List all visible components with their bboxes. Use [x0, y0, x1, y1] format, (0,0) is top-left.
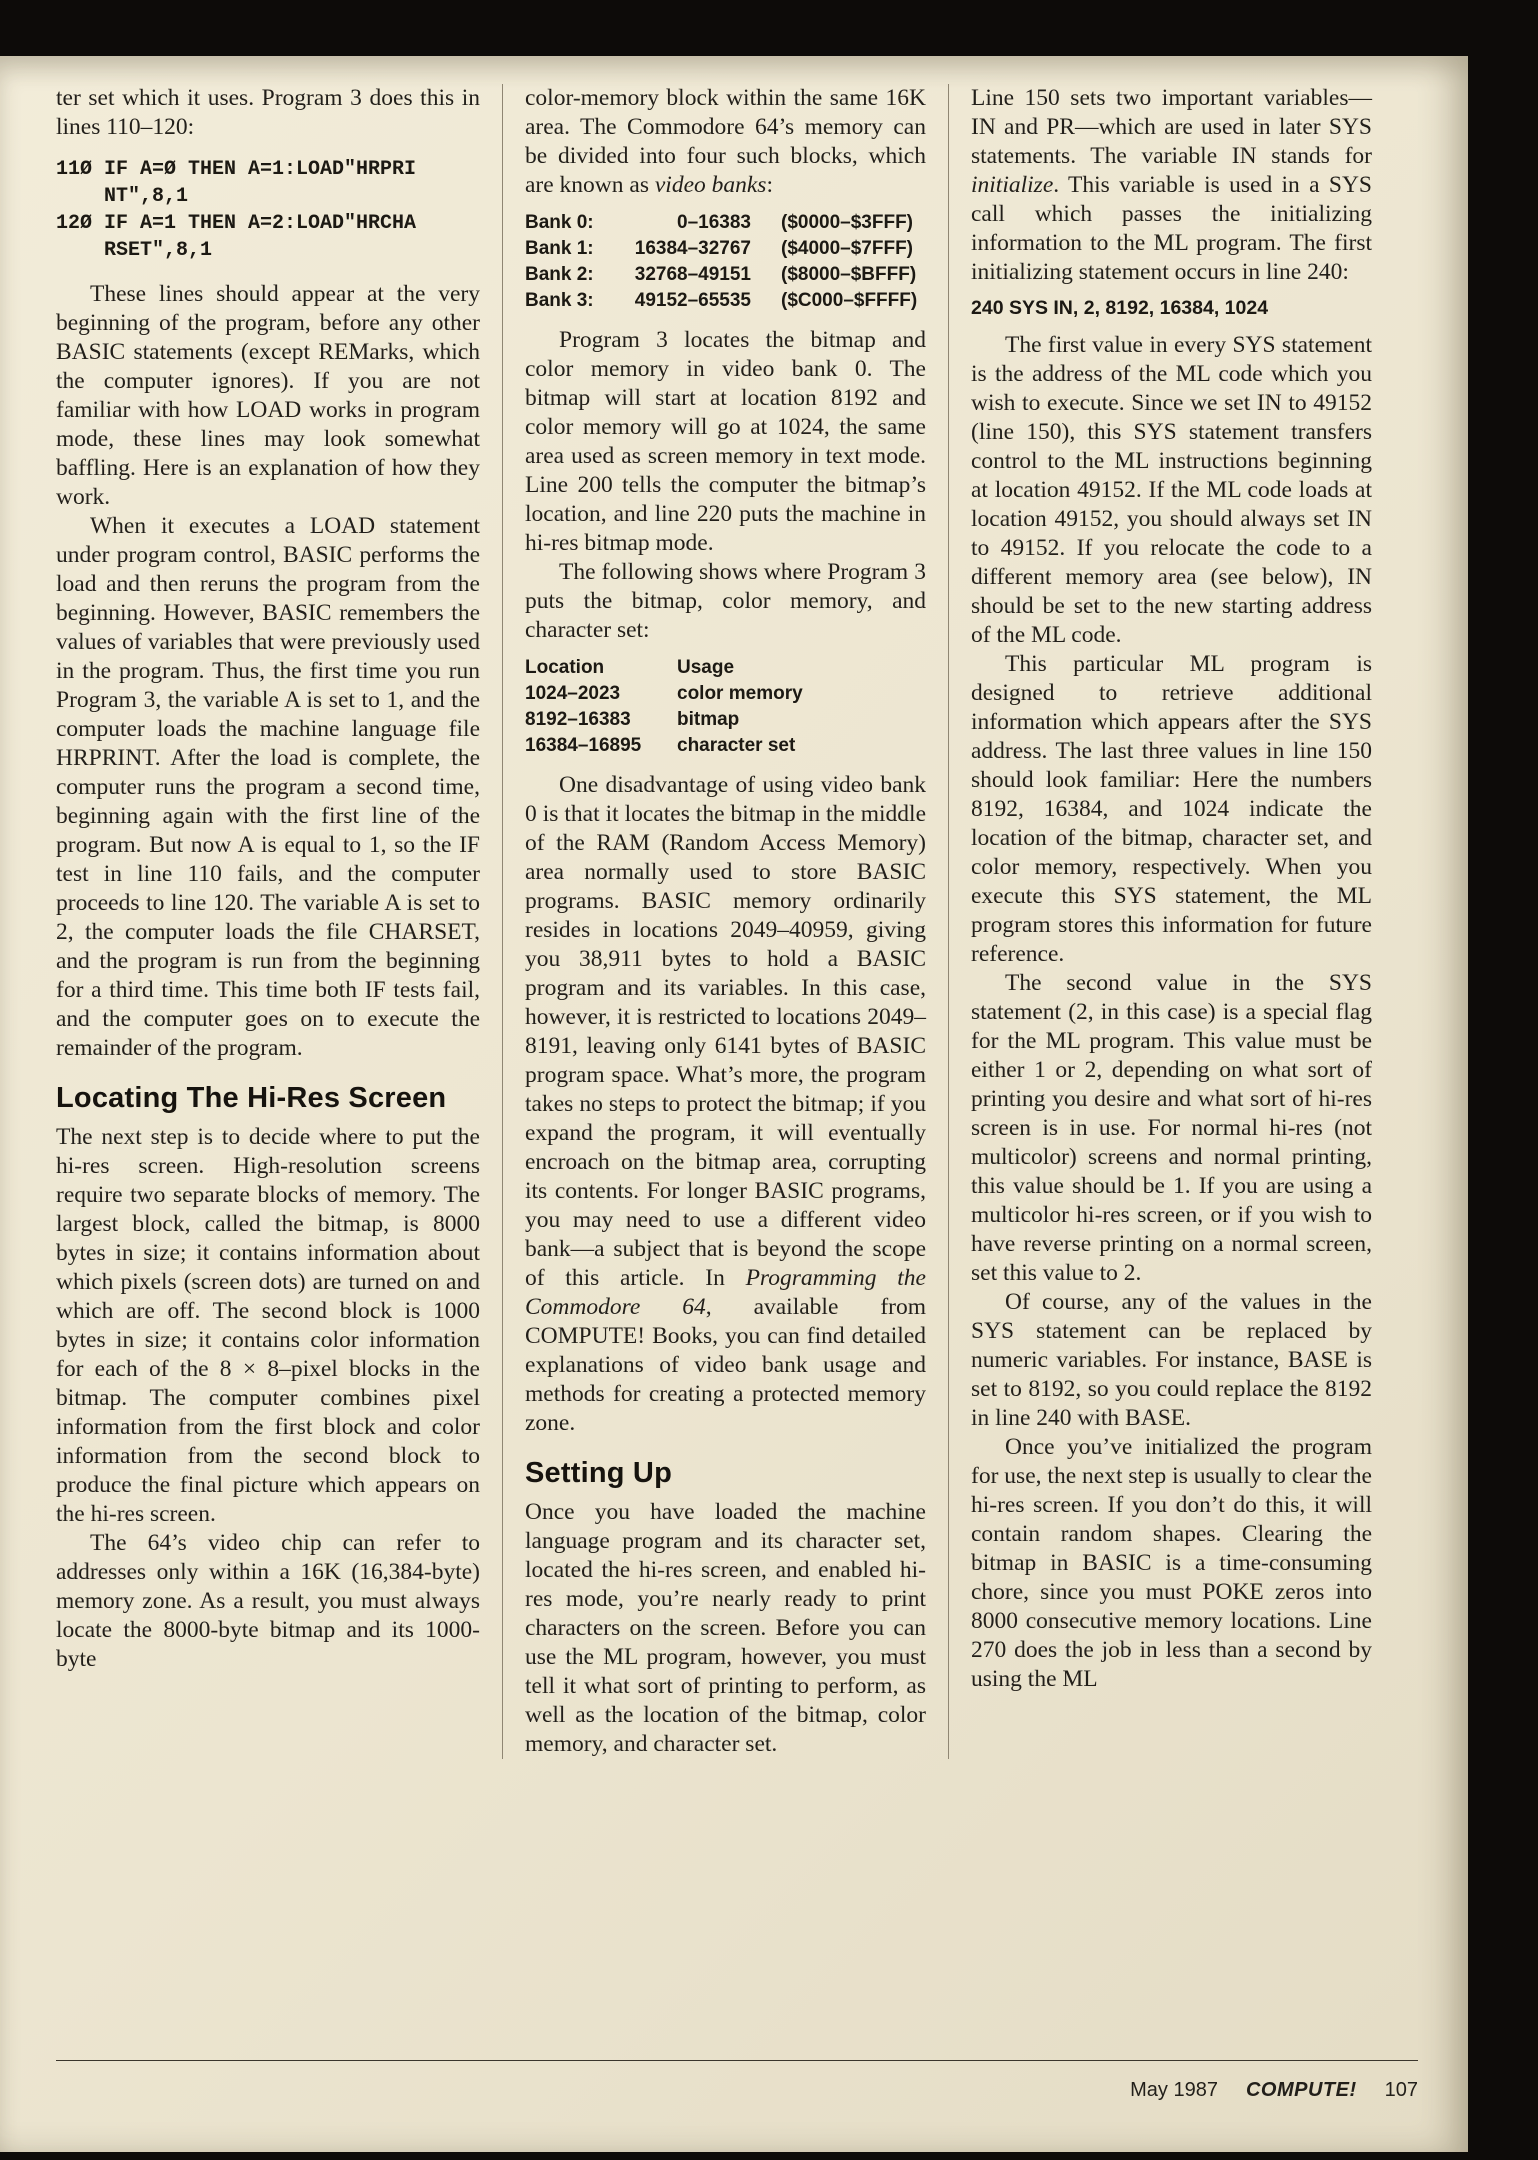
bank-hex: ($8000–$BFFF)	[781, 264, 917, 285]
paragraph: The first value in every SYS statement is the address of the ML code which you wish to execute. Since we set IN to 49152 (line 150), this SYS statement transfers control to the ML instructions beginning at location 49152. If the ML code loads at location 49152, you should always set IN to 49152. If you relocate the code to a different memory area (see below), IN should be set to the new starting address of the ML code.	[971, 332, 1372, 648]
bank-range: 49152–65535	[634, 290, 751, 311]
table-row	[525, 288, 926, 314]
text-segment: , available from COMPUTE! Books, you can find detailed explanations of video bank usage and methods for creating a protected memory zone.	[525, 1294, 926, 1436]
code-line: 11Ø IF A=Ø THEN A=1:LOAD"HRPRI	[56, 158, 417, 181]
basic-code-listing	[56, 156, 480, 264]
sys-statement-line: 240 SYS IN, 2, 8192, 16384, 1024	[971, 297, 1269, 319]
column-middle	[502, 84, 926, 1759]
bank-hex: ($0000–$3FFF)	[781, 212, 914, 233]
location-range: 16384–16895	[525, 735, 642, 756]
page-content	[0, 56, 1468, 2152]
bank-label: Bank 2:	[525, 264, 594, 285]
bank-label: Bank 1:	[525, 238, 594, 259]
table-row	[525, 681, 926, 707]
footer-date: May 1987	[1130, 2079, 1218, 2101]
text-segment: color-memory block within the same 16K area. The Commodore 64’s memory can be divided into four such blocks, which are known as	[525, 85, 926, 198]
paragraph	[525, 84, 926, 200]
text-segment: Line 150 sets two important variables—IN and PR—which are used in later SYS statements. The variable IN stands for	[971, 85, 1372, 169]
code-line: 12Ø IF A=1 THEN A=2:LOAD"HRCHA	[56, 212, 417, 235]
code-line: RSET",8,1	[56, 239, 213, 262]
code-line: NT",8,1	[56, 185, 189, 208]
table-row	[525, 210, 926, 236]
paragraph: The next step is to decide where to put the hi-res screen. High-resolution screens require two separate blocks of memory. The largest block, called the bitmap, is 8000 bytes in size; it contains information about which pixels (screen dots) are turned on and which are off. The second block is 1000 bytes in size; it contains color information for each of the 8 × 8–pixel blocks in the bitmap. The computer combines pixel information from the first block and color information from the second block to produce the final picture which appears on the hi-res screen.	[56, 1124, 480, 1527]
bank-label: Bank 0:	[525, 212, 594, 233]
bank-label: Bank 3:	[525, 290, 594, 311]
memory-usage-table	[525, 655, 926, 759]
page-footer	[56, 2060, 1418, 2102]
paragraph	[525, 771, 926, 1438]
column-right	[948, 84, 1372, 1759]
bank-range: 16384–32767	[634, 238, 751, 259]
paragraph: Program 3 locates the bitmap and color memory in video bank 0. The bitmap will start at location 8192 and color memory will go at 1024, the same area used as screen memory in text mode. Line 200 tells the computer the bitmap’s location, and line 220 puts the machine in hi-res bitmap mode.	[525, 327, 926, 556]
text-segment: . This variable is used in a SYS call which passes the initializing information to the ML program. The first initializing statement occurs in line 240:	[971, 172, 1372, 285]
article-columns	[56, 84, 1420, 1759]
bank-hex: ($C000–$FFFF)	[781, 290, 918, 311]
paragraph	[971, 84, 1372, 287]
paragraph: Once you’ve initialized the program for use, the next step is usually to clear the hi-res screen. If you don’t do this, it will contain random shapes. Clearing the bitmap in BASIC is a time-consuming chore, since you must POKE zeros into 8000 consecutive memory locations. Line 270 does the job in less than a second by using the ML	[971, 1434, 1372, 1692]
paragraph: Of course, any of the values in the SYS statement can be replaced by numeric variables. For instance, BASE is set to 8192, so you could replace the 8192 in line 240 with BASE.	[971, 1289, 1372, 1431]
section-heading-setting-up: Setting Up	[525, 1457, 672, 1489]
table-row	[525, 707, 926, 733]
paragraph: The 64’s video chip can refer to addresses only within a 16K (16,384-byte) memory zone. As a result, you must always locate the 8000-byte bitmap and its 1000-byte	[56, 1530, 480, 1672]
paragraph: These lines should appear at the very beginning of the program, before any other BASIC statements (except REMarks, which the computer ignores). If you are not familiar with how LOAD works in program mode, these lines may look somewhat baffling. Here is an explanation of how they work.	[56, 281, 480, 510]
footer-page-number: 107	[1384, 2079, 1418, 2101]
location-usage: color memory	[677, 683, 803, 704]
location-range: 1024–2023	[525, 683, 621, 704]
table-row	[525, 236, 926, 262]
italic-book-title: Programming the Commodore 64	[525, 1265, 926, 1320]
section-heading-locating-hires: Locating The Hi-Res Screen	[56, 1082, 447, 1114]
text-segment: One disadvantage of using video bank 0 is that it locates the bitmap in the middle of the RAM (Random Access Memory) area normally used to store BASIC programs. BASIC memory ordinarily resides in locations 2049–40959, giving you 38,911 bytes to hold a BASIC program and its variables. In this case, however, it is restricted to locations 2049–8191, leaving only 6141 bytes of BASIC program space. What’s more, the program takes no steps to protect the bitmap; if you expand the program, it will eventually encroach on the bitmap area, corrupting its contents. For longer BASIC programs, you may need to use a different video bank—a subject that is beyond the scope of this article. In	[525, 772, 926, 1291]
table-header-row	[525, 655, 926, 681]
text-segment: :	[766, 172, 773, 198]
location-usage: bitmap	[677, 709, 740, 730]
italic-term-video-banks: video banks	[654, 172, 767, 198]
bank-range: 0–16383	[677, 212, 751, 233]
paragraph: The following shows where Program 3 puts the bitmap, color memory, and character set:	[525, 559, 926, 643]
location-usage: character set	[677, 735, 796, 756]
table-row	[525, 733, 926, 759]
bank-hex: ($4000–$7FFF)	[781, 238, 914, 259]
table-row	[525, 262, 926, 288]
paragraph: ter set which it uses. Program 3 does this in lines 110–120:	[56, 85, 480, 140]
footer-magazine-name: COMPUTE!	[1245, 2079, 1357, 2101]
usage-header: Usage	[677, 657, 735, 678]
bank-range: 32768–49151	[634, 264, 751, 285]
paragraph: When it executes a LOAD statement under program control, BASIC performs the load and then reruns the program from the beginning. However, BASIC remembers the values of variables that were previously used in the program. Thus, the first time you run Program 3, the variable A is set to 1, and the computer loads the machine language file HRPRINT. After the load is complete, the computer runs the program a second time, beginning again with the first line of the program. But now A is equal to 1, so the IF test in line 110 fails, and the computer proceeds to line 120. The variable A is set to 2, the computer loads the file CHARSET, and the program is run from the beginning for a third time. This time both IF tests fail, and the computer goes on to execute the remainder of the program.	[56, 513, 480, 1061]
column-left	[56, 84, 480, 1759]
paragraph: The second value in the SYS statement (2, in this case) is a special flag for the ML program. This value must be either 1 or 2, depending on what sort of printing you desire and what sort of hi-res screen is in use. For normal hi-res (not multicolor) screens and normal printing, this value should be 1. If you are using a multicolor hi-res screen, or if you wish to have reverse printing on a normal screen, set this value to 2.	[971, 970, 1372, 1286]
italic-term-initialize: initialize	[971, 172, 1054, 198]
paragraph: This particular ML program is designed to retrieve additional information which appears after the SYS address. The last three values in line 150 should look familiar: Here the numbers 8192, 16384, and 1024 indicate the location of the bitmap, character set, and color memory, respectively. When you execute this SYS statement, the ML program stores this information for future reference.	[971, 651, 1372, 967]
location-header: Location	[525, 657, 605, 678]
paragraph: Once you have loaded the machine language program and its character set, located the hi-res screen, and enabled hi-res mode, you’re nearly ready to print characters on the screen. Before you can use the ML program, however, you must tell it what sort of printing to perform, as well as the location of the bitmap, color memory, and character set.	[525, 1499, 926, 1757]
location-range: 8192–16383	[525, 709, 631, 730]
video-bank-table	[525, 210, 926, 314]
